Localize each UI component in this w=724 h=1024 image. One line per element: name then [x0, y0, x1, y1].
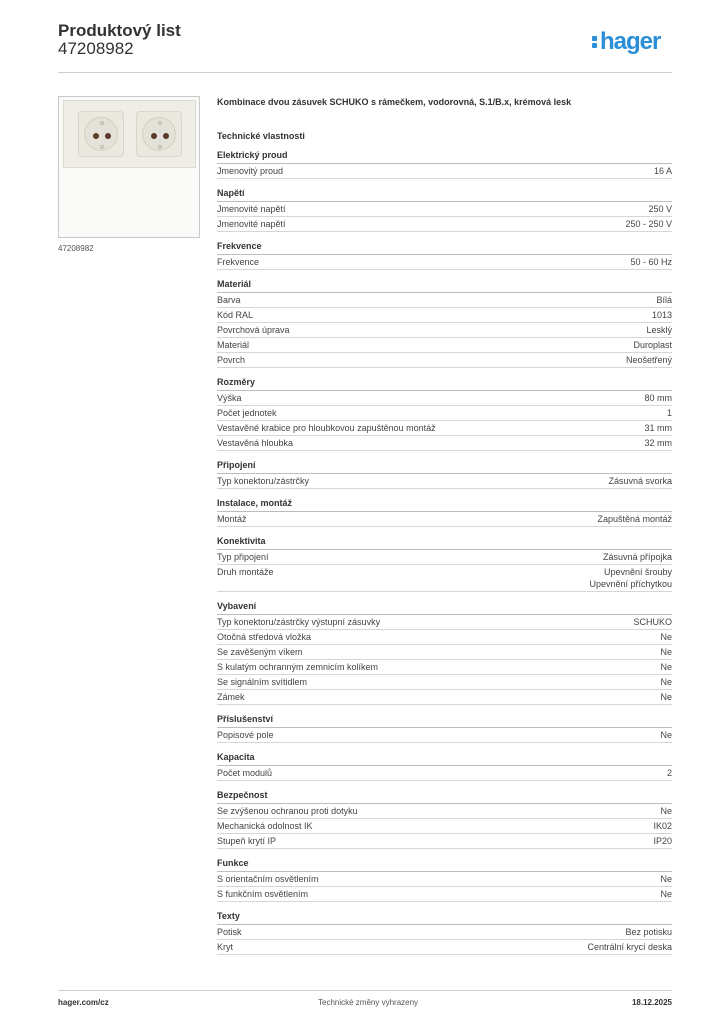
socket-plate-image	[63, 100, 196, 168]
spec-value	[653, 835, 672, 847]
spec-value	[660, 729, 672, 741]
spec-value	[626, 354, 672, 366]
spec-value	[660, 631, 672, 643]
spec-value-line: Ne	[660, 692, 672, 702]
spec-group	[217, 150, 672, 179]
spec-label: S orientačním osvětlením	[217, 874, 319, 884]
spec-row	[217, 512, 672, 527]
footer-website-link[interactable]: hager.com/cz	[58, 998, 109, 1007]
spec-row	[217, 615, 672, 630]
spec-value	[630, 256, 672, 268]
spec-group	[217, 714, 672, 743]
spec-group	[217, 858, 672, 902]
spec-value	[660, 873, 672, 885]
spec-row	[217, 217, 672, 232]
spec-value	[653, 820, 672, 832]
spec-value	[644, 437, 672, 449]
spec-label: Jmenovité napětí	[217, 219, 286, 229]
spec-label: Potisk	[217, 927, 242, 937]
spec-group-title: Materiál	[217, 279, 672, 293]
spec-label: Typ konektoru/zástrčky	[217, 476, 310, 486]
image-caption: 47208982	[58, 244, 94, 253]
spec-group-title: Vybavení	[217, 601, 672, 615]
spec-label: Jmenovitý proud	[217, 166, 284, 176]
spec-value-line: IP20	[653, 836, 672, 846]
spec-value	[660, 646, 672, 658]
spec-row	[217, 308, 672, 323]
spec-label: Jmenovité napětí	[217, 204, 286, 214]
spec-row	[217, 872, 672, 887]
spec-label: Počet modulů	[217, 768, 273, 778]
spec-value-line: Neošetřený	[625, 355, 672, 365]
spec-row	[217, 645, 672, 660]
spec-label: Montáž	[217, 514, 247, 524]
spec-row	[217, 675, 672, 690]
spec-row	[217, 353, 672, 368]
spec-row	[217, 293, 672, 308]
spec-value-line: Ne	[660, 647, 672, 657]
spec-row	[217, 728, 672, 743]
spec-value-line: Ne	[660, 874, 672, 884]
spec-value	[597, 513, 672, 525]
page-title: Produktový list	[58, 21, 181, 40]
spec-group	[217, 911, 672, 955]
spec-value	[652, 309, 672, 321]
spec-row	[217, 690, 672, 705]
spec-group-title: Připojení	[217, 460, 672, 474]
spec-value-line: Lesklý	[646, 325, 672, 335]
spec-value	[603, 551, 672, 563]
spec-value	[660, 661, 672, 673]
spec-group-title: Rozměry	[217, 377, 672, 391]
spec-group-title: Elektrický proud	[217, 150, 672, 164]
spec-label: Se signálním svítidlem	[217, 677, 308, 687]
socket-left-image	[78, 111, 124, 157]
footer-divider	[58, 990, 672, 991]
spec-label: Kód RAL	[217, 310, 254, 320]
spec-value-line: 1	[666, 408, 672, 418]
spec-group-title: Příslušenství	[217, 714, 672, 728]
spec-value-line: Zásuvná svorka	[608, 476, 672, 486]
spec-label: Vestavěná hloubka	[217, 438, 294, 448]
spec-value-line: Ne	[660, 730, 672, 740]
spec-row	[217, 406, 672, 421]
spec-group-title: Bezpečnost	[217, 790, 672, 804]
spec-label: Povrchová úprava	[217, 325, 290, 335]
section-heading: Technické vlastnosti	[217, 131, 305, 141]
spec-row	[217, 940, 672, 955]
spec-label: Druh montáže	[217, 567, 274, 577]
spec-label: Stupeň krytí IP	[217, 836, 277, 846]
spec-row	[217, 255, 672, 270]
spec-label: Zámek	[217, 692, 245, 702]
spec-group	[217, 601, 672, 705]
spec-label: Mechanická odolnost IK	[217, 821, 313, 831]
spec-value-line: Ne	[660, 889, 672, 899]
spec-row	[217, 550, 672, 565]
spec-row	[217, 436, 672, 451]
spec-label: Vestavěné krabice pro hloubkovou zapuštěnou montáž	[217, 423, 436, 433]
product-image	[58, 96, 200, 238]
spec-value-line: 80 mm	[644, 393, 672, 403]
spec-group-title: Instalace, montáž	[217, 498, 672, 512]
spec-group-title: Kapacita	[217, 752, 672, 766]
spec-value	[660, 805, 672, 817]
spec-row	[217, 323, 672, 338]
footer-date: 18.12.2025	[631, 998, 672, 1007]
spec-label: Kryt	[217, 942, 234, 952]
spec-row	[217, 164, 672, 179]
spec-value-line: Centrální krycí deska	[587, 942, 672, 952]
spec-group	[217, 279, 672, 368]
spec-row	[217, 421, 672, 436]
spec-row	[217, 887, 672, 902]
spec-group	[217, 790, 672, 849]
logo-colon-icon	[592, 33, 598, 51]
spec-group-title: Konektivita	[217, 536, 672, 550]
spec-label: Výška	[217, 393, 242, 403]
spec-label: Se zavěšeným víkem	[217, 647, 303, 657]
spec-value-line: Bílá	[656, 295, 672, 305]
hager-logo[interactable]	[592, 26, 660, 58]
spec-row	[217, 338, 672, 353]
spec-label: Otočná středová vložka	[217, 632, 312, 642]
spec-label: Se zvýšenou ochranou proti dotyku	[217, 806, 358, 816]
spec-value	[660, 888, 672, 900]
spec-value-line: Ne	[660, 662, 672, 672]
spec-value	[654, 165, 672, 177]
spec-value	[625, 926, 672, 938]
spec-value-line: Ne	[660, 677, 672, 687]
spec-row	[217, 202, 672, 217]
spec-group	[217, 460, 672, 489]
spec-value-line: Duroplast	[633, 340, 672, 350]
specifications	[217, 96, 672, 961]
spec-label: S kulatým ochranným zemnicím kolíkem	[217, 662, 379, 672]
spec-value	[608, 475, 672, 487]
spec-value-line: 50 - 60 Hz	[630, 257, 672, 267]
spec-value-line: IK02	[653, 821, 672, 831]
spec-value	[644, 392, 672, 404]
spec-value	[667, 767, 672, 779]
spec-row	[217, 565, 672, 592]
spec-group	[217, 188, 672, 232]
spec-label: Frekvence	[217, 257, 260, 267]
spec-row	[217, 474, 672, 489]
spec-group	[217, 377, 672, 451]
spec-row	[217, 804, 672, 819]
spec-value-line: 250 V	[648, 204, 672, 214]
spec-value-line: 16 A	[653, 166, 672, 176]
spec-label: Typ konektoru/zástrčky výstupní zásuvky	[217, 617, 381, 627]
spec-label: Povrch	[217, 355, 246, 365]
spec-value-line: Upevnění příchytkou	[589, 579, 672, 589]
spec-group-title: Funkce	[217, 858, 672, 872]
socket-right-image	[136, 111, 182, 157]
spec-group	[217, 536, 672, 592]
spec-group-title: Texty	[217, 911, 672, 925]
spec-group-title: Napětí	[217, 188, 672, 202]
spec-value-line: 2	[666, 768, 672, 778]
logo-text: hager	[600, 28, 661, 55]
spec-label: Materiál	[217, 340, 250, 350]
spec-group	[217, 752, 672, 781]
spec-group	[217, 241, 672, 270]
spec-value	[625, 218, 672, 230]
spec-row	[217, 925, 672, 940]
spec-value-line: Ne	[660, 632, 672, 642]
spec-groups	[217, 150, 672, 955]
spec-group	[217, 498, 672, 527]
spec-value	[646, 324, 672, 336]
spec-value	[587, 941, 672, 953]
spec-row	[217, 819, 672, 834]
spec-row	[217, 834, 672, 849]
spec-value-line: 1013	[651, 310, 672, 320]
spec-value-line: SCHUKO	[633, 617, 672, 627]
spec-row	[217, 391, 672, 406]
spec-label: Barva	[217, 295, 241, 305]
spec-value	[660, 676, 672, 688]
spec-value-line: 32 mm	[644, 438, 672, 448]
spec-value	[656, 294, 672, 306]
spec-value-line: Zásuvná přípojka	[602, 552, 672, 562]
product-code: 47208982	[58, 39, 134, 58]
spec-value-line: 31 mm	[644, 423, 672, 433]
header-divider	[58, 72, 672, 73]
spec-row	[217, 766, 672, 781]
spec-value	[589, 566, 672, 590]
spec-value	[667, 407, 672, 419]
spec-value	[633, 616, 672, 628]
spec-row	[217, 630, 672, 645]
spec-value-line: Upevnění šrouby	[603, 567, 672, 577]
spec-label: Počet jednotek	[217, 408, 277, 418]
spec-value	[644, 422, 672, 434]
product-name: Kombinace dvou zásuvek SCHUKO s rámečkem, vodorovná, S.1/B.x, krémová lesk	[217, 97, 572, 107]
spec-value-line: 250 - 250 V	[625, 219, 672, 229]
spec-group-title: Frekvence	[217, 241, 672, 255]
spec-value-line: Bez potisku	[625, 927, 672, 937]
spec-label: Typ připojení	[217, 552, 269, 562]
footer-note: Technické změny vyhrazeny	[318, 998, 419, 1007]
spec-value	[648, 203, 672, 215]
spec-label: Popisové pole	[217, 730, 274, 740]
spec-value	[633, 339, 672, 351]
spec-value-line: Ne	[660, 806, 672, 816]
spec-row	[217, 660, 672, 675]
spec-value	[660, 691, 672, 703]
spec-label: S funkčním osvětlením	[217, 889, 309, 899]
spec-value-line: Zapuštěná montáž	[597, 514, 672, 524]
